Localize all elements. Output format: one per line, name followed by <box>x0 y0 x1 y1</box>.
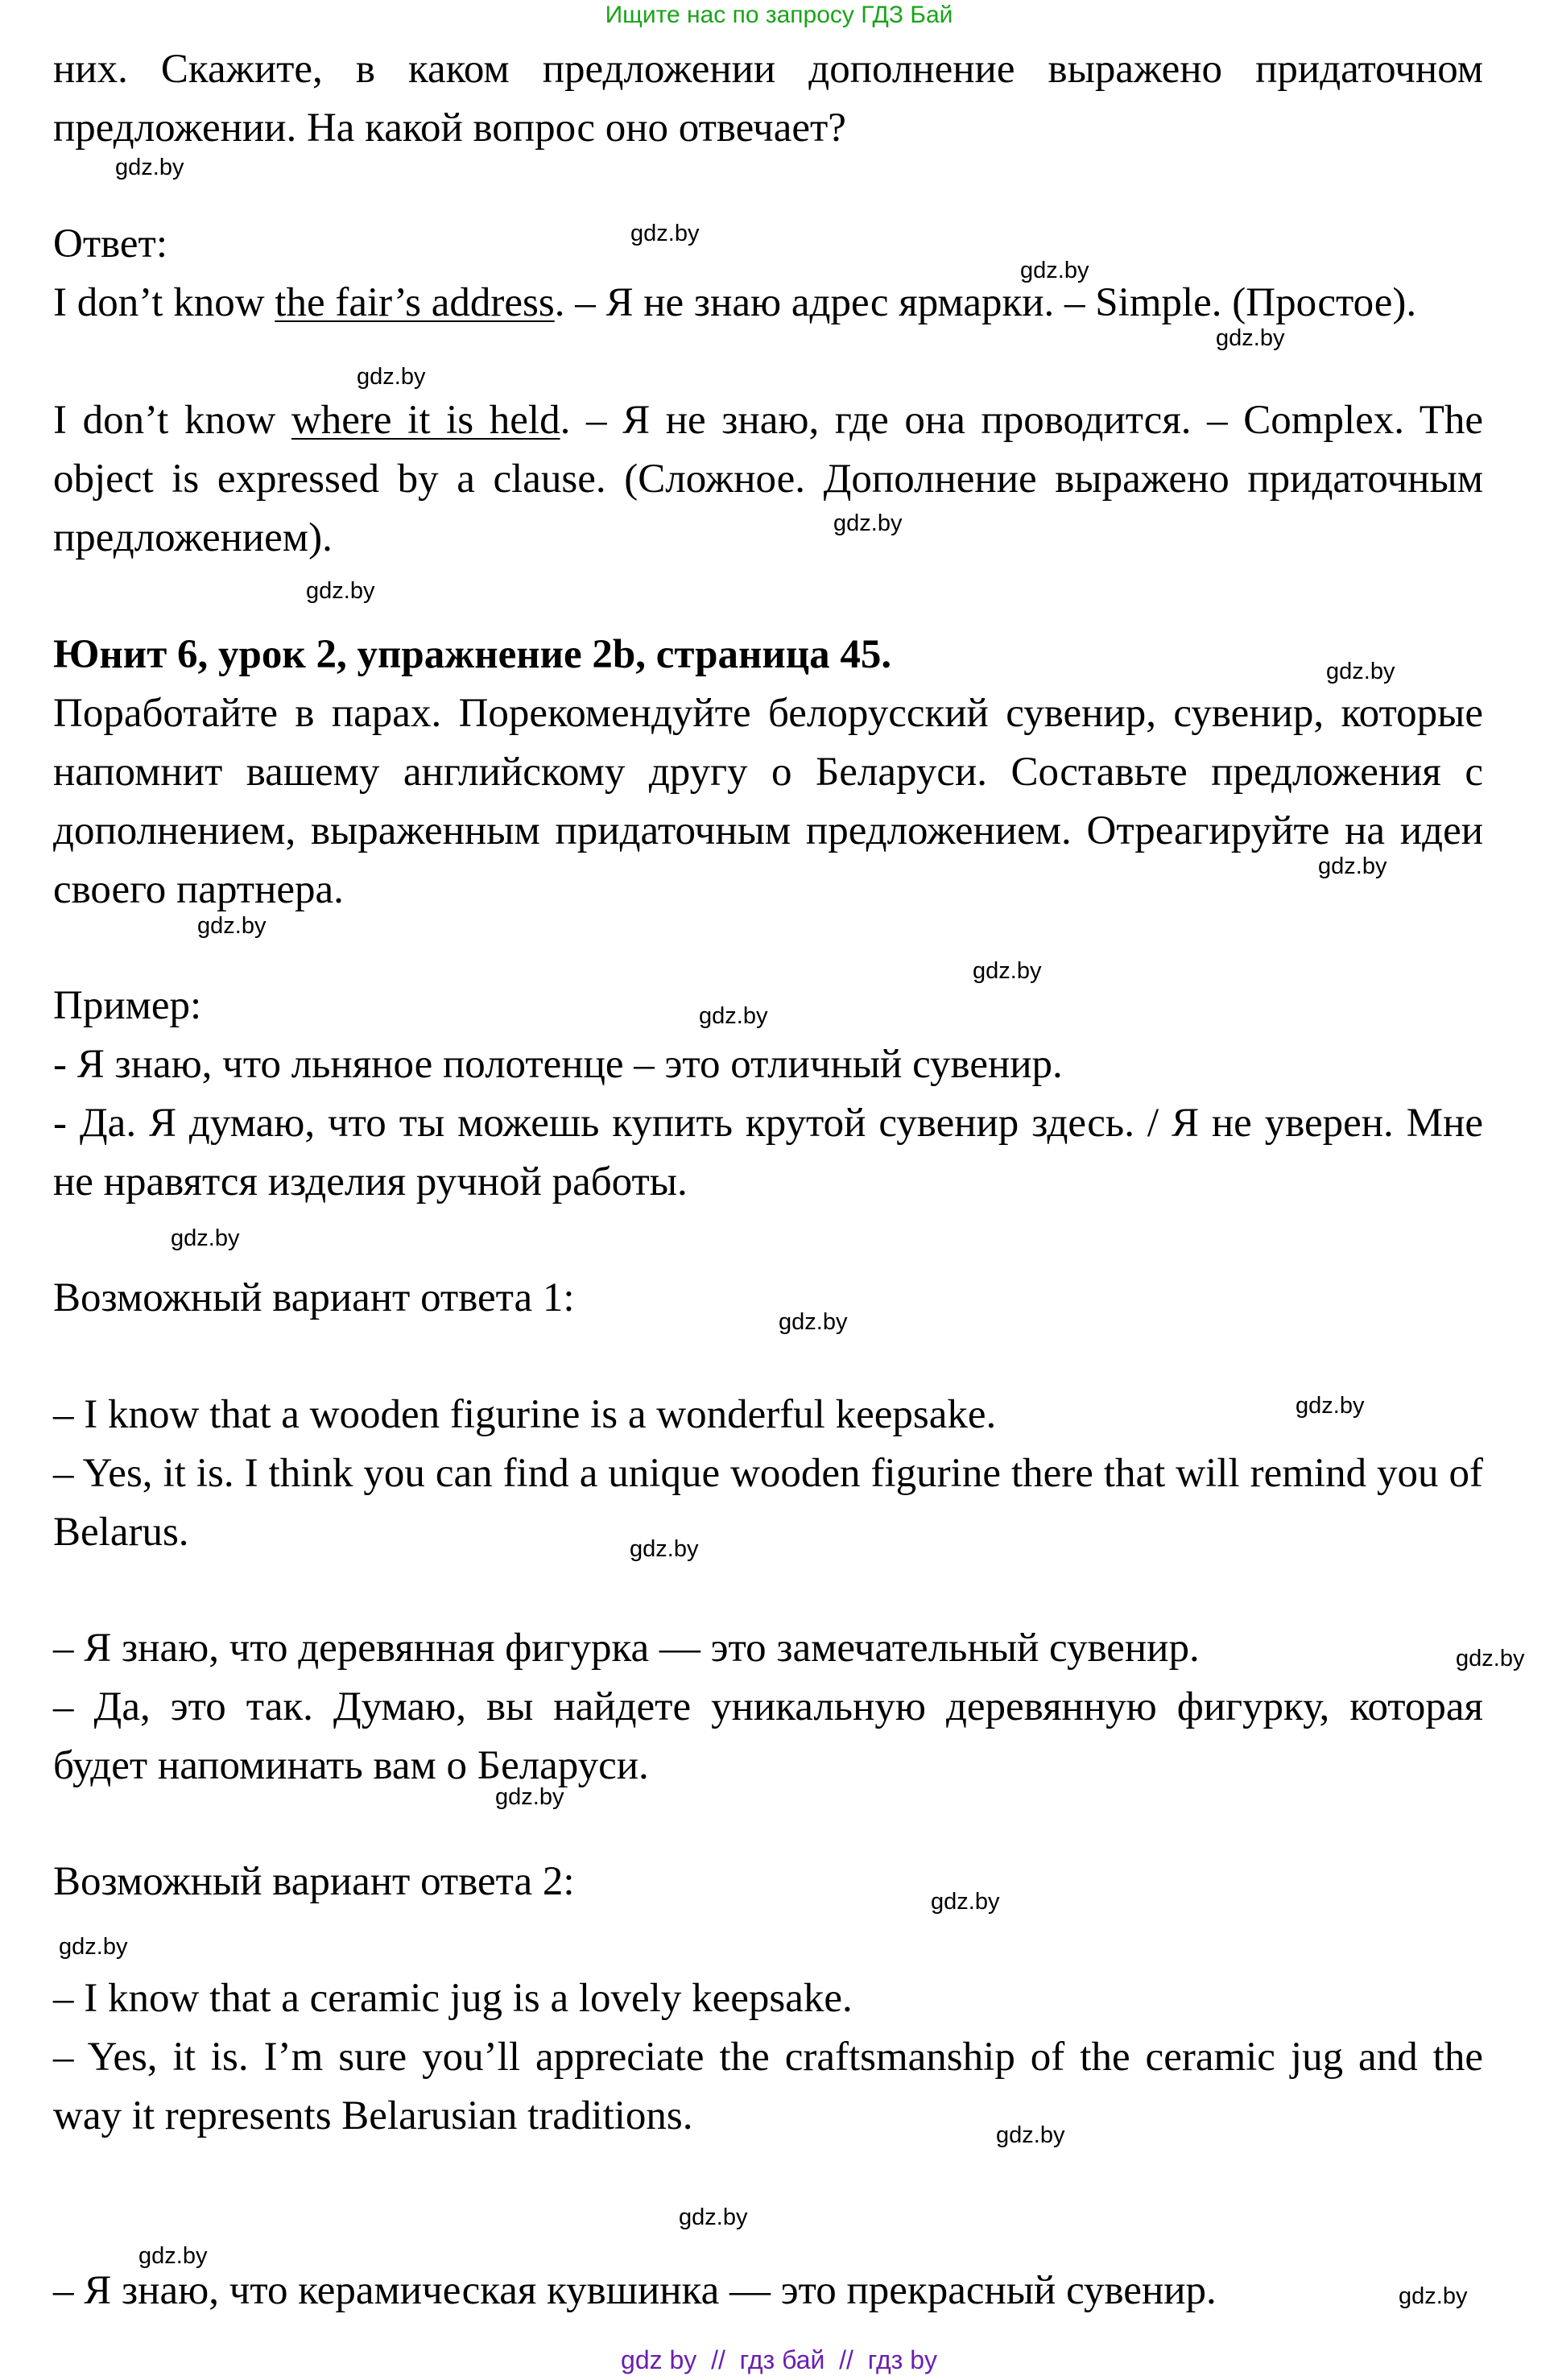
intro-line-1: них. Скажите, в каком предложении дополнение выражено <box>53 47 1223 92</box>
watermark: gdz.by <box>931 1889 1000 1915</box>
watermark: gdz.by <box>115 155 184 180</box>
answer-s1-suffix: . – Я не знаю адрес ярмарки. – Simple. (Простое). <box>554 280 1417 325</box>
variant-1-label: Возможный вариант ответа 1: <box>53 1275 575 1320</box>
footer-separator: // <box>824 2345 868 2374</box>
watermark: gdz.by <box>1216 325 1285 351</box>
watermark: gdz.by <box>779 1309 848 1335</box>
variant-2-ru-line-1: – Я знаю, что керамическая кувшинка — это прекрасный сувенир. <box>53 2268 1217 2313</box>
footer-separator: // <box>696 2345 740 2374</box>
footer-link-gdz-by-cyr[interactable]: гдз by <box>867 2345 937 2374</box>
answer-s2-object: where it is held <box>291 398 560 443</box>
variant-1-en-line-2: – Yes, it is. I think you can find a unique wooden figurine there that will remind you of Belarus. <box>53 1451 1483 1555</box>
watermark: gdz.by <box>1318 853 1387 879</box>
watermark: gdz.by <box>679 2204 748 2230</box>
variant-1-en-line-1: – I know that a wooden figurine is a wonderful keepsake. <box>53 1392 997 1437</box>
intro-paragraph <box>53 40 1483 158</box>
intro-line-2: придаточном предложении. На какой вопрос оно отвечает? <box>53 47 1484 151</box>
answer-s1-prefix: I don’t know <box>53 280 275 325</box>
variant-2-en-line-1: – I know that a ceramic jug is a lovely keepsake. <box>53 1976 853 2021</box>
watermark: gdz.by <box>1456 1646 1525 1671</box>
watermark: gdz.by <box>197 913 267 939</box>
variant-1-ru-line-2: – Да, это так. Думаю, вы найдете уникальную деревянную фигурку, которая будет напоминать вам о Беларуси. <box>53 1684 1483 1788</box>
watermark: gdz.by <box>59 1934 128 1960</box>
watermark: gdz.by <box>495 1784 564 1810</box>
answer-sentence-1 <box>53 274 1483 333</box>
watermark: gdz.by <box>630 1536 699 1562</box>
example-label: Пример: <box>53 983 202 1028</box>
variant-1-ru-line-1: – Я знаю, что деревянная фигурка — это замечательный сувенир. <box>53 1626 1200 1671</box>
watermark: gdz.by <box>1399 2283 1468 2309</box>
variant-2-en-line-2: – Yes, it is. I’m sure you’ll appreciate the craftsmanship of the ceramic jug and the way it represents Belarusian traditions. <box>53 2035 1483 2138</box>
watermark: gdz.by <box>699 1003 768 1029</box>
watermark: gdz.by <box>1296 1393 1365 1419</box>
watermark: gdz.by <box>973 958 1042 984</box>
watermark: gdz.by <box>1326 659 1395 684</box>
watermark: gdz.by <box>996 2122 1065 2148</box>
variant-2-label: Возможный вариант ответа 2: <box>53 1859 575 1904</box>
watermark: gdz.by <box>357 364 426 390</box>
exercise-heading: Юнит 6, урок 2, упражнение 2b, страница 45. <box>53 632 892 677</box>
watermark: gdz.by <box>833 510 903 536</box>
example-line-1: - Я знаю, что льняное полотенце – это отличный сувенир. <box>53 1042 1063 1087</box>
answer-sentence-2 <box>53 391 1483 568</box>
watermark: gdz.by <box>306 578 375 604</box>
example-line-2: - Да. Я думаю, что ты можешь купить крутой сувенир здесь. / Я не уверен. Мне не нравятся изделия ручной работы. <box>53 1101 1483 1204</box>
watermark: gdz.by <box>171 1225 240 1251</box>
watermark: gdz.by <box>1020 258 1089 283</box>
answer-s2-suffix: . – Я не знаю, где она проводится. – Complex. The object is expressed by a clause. (Сложное. Дополнение выражено придаточным предложением). <box>53 398 1484 560</box>
watermark: gdz.by <box>138 2243 208 2269</box>
top-banner: Ищите нас по запросу ГДЗ Бай <box>605 2 953 28</box>
footer-links <box>0 2343 1558 2377</box>
answer-s1-object: the fair’s address <box>275 280 555 325</box>
watermark: gdz.by <box>630 221 700 246</box>
answer-s2-prefix: I don’t know <box>53 398 291 443</box>
footer-link-gdz-by[interactable]: gdz by <box>621 2345 697 2374</box>
answer-label: Ответ: <box>53 221 167 267</box>
exercise-task: Поработайте в парах. Порекомендуйте белорусский сувенир, сувенир, которые напомнит вашему английскому другу о Беларуси. Составьте предложения с дополнением, выраженным придаточным предложением. Отреагируйте на идеи своего партнера. <box>53 691 1483 912</box>
footer-link-gdz-bai[interactable]: гдз бай <box>739 2345 825 2374</box>
